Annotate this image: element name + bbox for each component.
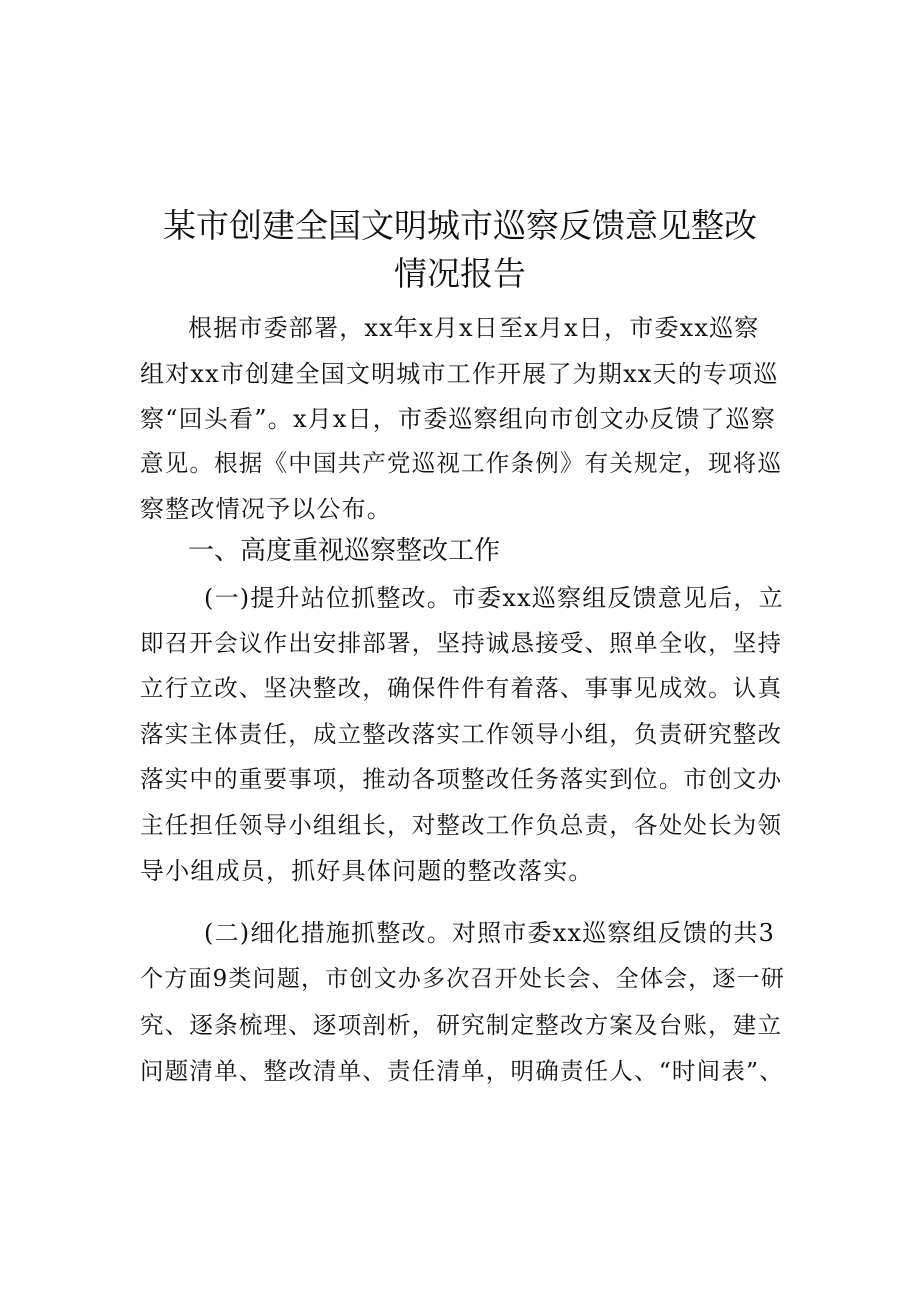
intro-line: 察“回头看”。x月x日，市委巡察组向市创文办反馈了巡察 (140, 405, 777, 433)
paragraph-2-line: 究、逐条梳理、逐项剖析，研究制定整改方案及台账，建立 (140, 1011, 783, 1039)
intro-line: 察整改情况予以公布。 (140, 495, 392, 523)
paragraph-2-line: (二)细化措施抓整改。对照市委xx巡察组反馈的共3 (204, 919, 776, 947)
paragraph-1-line: 主任担任领导小组组长，对整改工作负总责，各处处长为领 (140, 811, 783, 839)
intro-line: 意见。根据《中国共产党巡视工作条例》有关规定，现将巡 (140, 449, 783, 477)
paragraph-1-line: 立行立改、坚决整改，确保件件有着落、事事见成效。认真 (140, 674, 783, 702)
document-title-line-2: 情况报告 (394, 254, 526, 293)
intro-line: 组对xx市创建全国文明城市工作开展了为期xx天的专项巡 (140, 360, 779, 388)
paragraph-1-line: (一)提升站位抓整改。市委xx巡察组反馈意见后，立 (204, 584, 784, 612)
paragraph-1-line: 落实中的重要事项，推动各项整改任务落实到位。市创文办 (140, 765, 783, 793)
paragraph-1-line: 落实主体责任，成立整改落实工作领导小组，负责研究整改 (140, 720, 783, 748)
paragraph-1-line: 导小组成员，抓好具体问题的整改落实。 (140, 857, 594, 885)
document-title-line-1: 某市创建全国文明城市巡察反馈意见整改 (163, 206, 757, 245)
intro-line: 根据市委部署，xx年x月x日至x月x日，市委xx巡察 (188, 314, 760, 342)
paragraph-2-line: 个方面9类问题，市创文办多次召开处长会、全体会，逐一研 (140, 966, 786, 992)
section-1-heading: 一、高度重视巡察整改工作 (188, 536, 501, 566)
paragraph-1-line: 即召开会议作出安排部署，坚持诚恳接受、照单全收，坚持 (140, 629, 783, 657)
paragraph-2-line: 问题清单、整改清单、责任清单，明确责任人、“时间表”、 (140, 1057, 784, 1085)
